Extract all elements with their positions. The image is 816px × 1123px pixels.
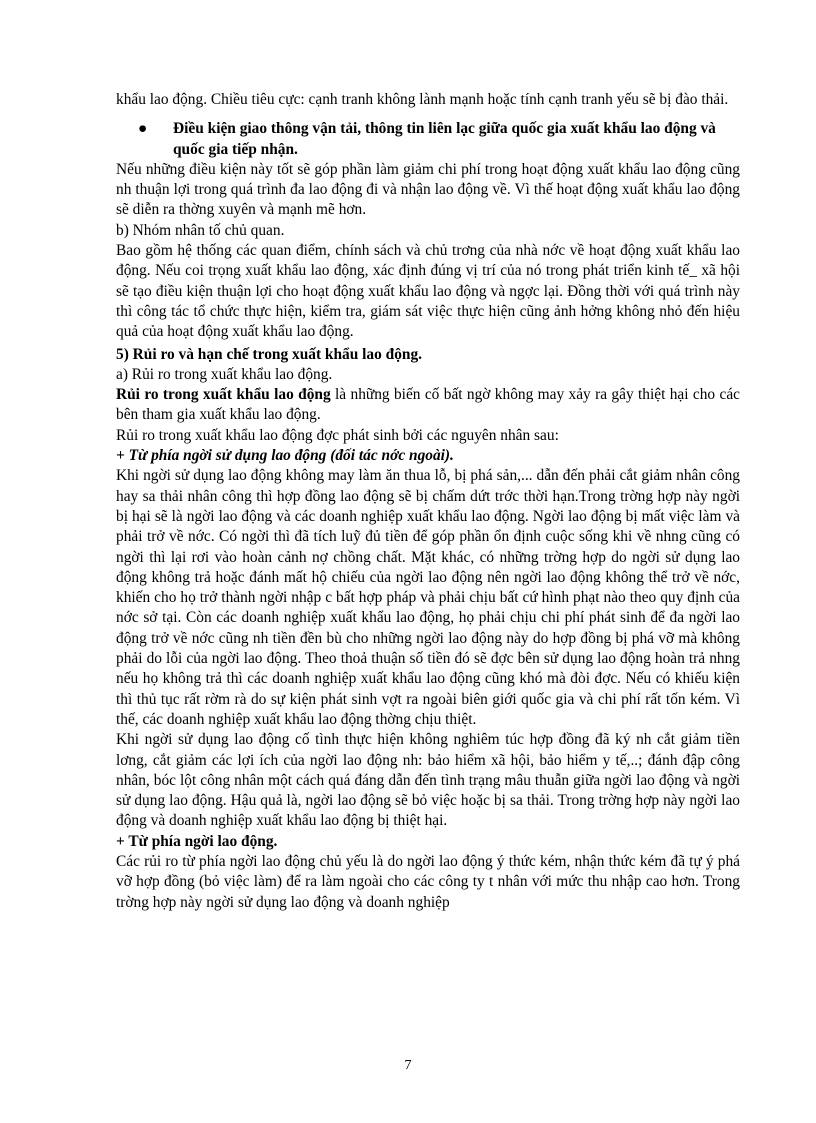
paragraph-employer-2: Khi ngời sử dụng lao động cố tình thực hiện không nghiêm túc hợp đồng đã ký nh cắt giảm tiền lơng, cắt giảm các lợi ích của ngời lao động nh: bảo hiểm xã hội, bảo hiểm y tế,..; đánh đập công nhân, bóc lột công nhân một cách quá đáng dẫn đến tình trạng mâu thuẫn giữa ngời lao động và ngời sử dụng lao động. Hậu quả là, ngời lao động sẽ bỏ việc hoặc bị sa thải. Trong trờng hợp này ngời lao động và doanh nghiệp xuất khẩu lao động bị thiệt hại. (116, 731, 740, 830)
paragraph-subjective: Bao gồm hệ thống các quan điểm, chính sách và chủ trơng của nhà nớc về hoạt động xuất khẩu lao động. Nếu coi trọng xuất khẩu lao động, xác định đúng vị trí của nó trong phát triển kinh tế_ xã hội sẽ tạo điều kiện thuận lợi cho hoạt động xuất khẩu lao động và ngợc lại. Đồng thời với quá trình này thì công tác tổ chức thực hiện, kiểm tra, giám sát việc thực hiện cũng ảnh hởng không nhỏ đến hiệu quả của hoạt động xuất khẩu lao động. (116, 242, 740, 341)
paragraph-worker: Các rủi ro từ phía ngời lao động chủ yếu là do ngời lao động ý thức kém, nhận thức kém đã tự ý phá vỡ hợp đồng (bỏ việc làm) để ra làm ngoài cho các công ty t nhân với mức thu nhập cao hơn. Trong trờng hợp này ngời sử dụng lao động và doanh nghiệp (116, 852, 740, 911)
definition-text: là những biến cố bất ngờ không may xảy ra gây thiệt hại cho các bên tham gia xuất khẩu lao động. (116, 386, 740, 424)
paragraph-employer-1: Khi ngời sử dụng lao động không may làm ăn thua lỗ, bị phá sản,... dẫn đến phải cắt giảm nhân công hay sa thải nhân công thì hợp đồng lao động sẽ bị chấm dứt trớc thời hạn.Trong trờng hợp này ngời bị hại sẽ là ngời lao động và các doanh nghiệp xuất khẩu lao động. Ngời lao động bị mất việc làm và phải trở về nớc. Có ngời thì đã tích luỹ đủ tiền để góp phần ổn định cuộc sống khi về nhng cũng có ngời thì lại rơi vào hoàn cảnh nợ chồng chất. Mặt khác, có những trờng hợp do ngời sử dụng lao động không trả hoặc đánh mất hộ chiếu của ngời lao động nên ngời lao động không thể trở về nớc, khiến cho họ trở thành ngời nhập c bất hợp pháp và phải chịu bất cứ hình phạt nào theo quy định của nớc sở tại. Còn các doanh nghiệp xuất khẩu lao động, họ phải chịu chi phí phát sinh để đa ngời lao động trở về nớc cũng nh tiền đền bù cho những ngời lao động này do hợp đồng bị phá vỡ mà không phải do lỗi của ngời lao động. Theo thoả thuận số tiền đó sẽ đợc bên sử dụng lao động hoàn trả nhng nếu họ không trả thì các doanh nghiệp xuất khẩu lao động cũng khó mà đòi đợc. Nếu có khiếu kiện thì thủ tục rất rờm rà do sự kiện phát sinh vợt ra ngoài biên giới quốc gia và chi phí rất tốn kém. Vì thế, các doanh nghiệp xuất khẩu lao động thờng chịu thiệt. (116, 467, 740, 728)
paragraph-top: khẩu lao động. Chiều tiêu cực: cạnh tranh không lành mạnh hoặc tính cạnh tranh yếu sẽ bị đào thải. (116, 91, 729, 108)
definition-term: Rủi ro trong xuất khẩu lao động (116, 386, 331, 404)
section-heading-5: 5) Rủi ro và hạn chế trong xuất khẩu lao động. (116, 345, 423, 363)
worker-heading: + Từ phía ngời lao động. (116, 832, 278, 850)
bullet-heading: Điều kiện giao thông vận tải, thông tin liên lạc giữa quốc gia xuất khẩu lao động và quốc gia tiếp nhận. (173, 120, 716, 158)
document-body (116, 90, 740, 913)
bullet-dot-icon: ● (138, 120, 148, 138)
subheading-a: a) Rủi ro trong xuất khẩu lao động. (116, 365, 333, 383)
employer-heading: + Từ phía ngời sử dụng lao động (đối tác nớc ngoài). (116, 447, 454, 465)
paragraph-transport: Nếu những điều kiện này tốt sẽ góp phần làm giảm chi phí trong hoạt động xuất khẩu lao động cũng nh thuận lợi trong quá trình đa lao động đi và nhận lao động về. Vì thế hoạt động xuất khẩu lao động sẽ diễn ra thờng xuyên và mạnh mẽ hơn. (116, 160, 740, 219)
paragraph-causes: Rủi ro trong xuất khẩu lao động đợc phát sinh bởi các nguyên nhân sau: (116, 426, 559, 444)
paragraph-definition (116, 385, 740, 426)
bullet-item (116, 119, 740, 160)
subheading-b: b) Nhóm nhân tố chủ quan. (116, 221, 285, 239)
page-number: 7 (404, 1058, 412, 1073)
